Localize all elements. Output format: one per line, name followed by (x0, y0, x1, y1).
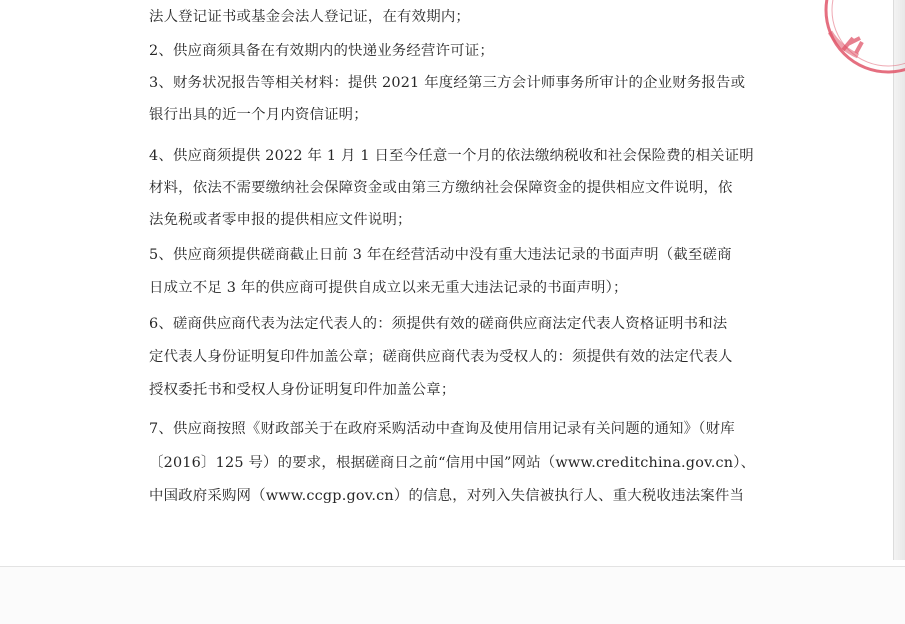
text-line: 定代表人身份证明复印件加盖公章；磋商供应商代表为受权人的：须提供有效的法定代表人 (149, 349, 733, 365)
text-line: 2、供应商须具备在有效期内的快递业务经营许可证； (149, 43, 494, 59)
text-line: 〔2016〕125 号）的要求，根据磋商日之前“信用中国”网站（www.creditchina.gov.cn）、 (149, 455, 756, 471)
text-line: 6、磋商供应商代表为法定代表人的：须提供有效的磋商供应商法定代表人资格证明书和法 (149, 316, 728, 332)
text-line: 法免税或者零申报的提供相应文件说明； (149, 212, 412, 228)
text-line: 银行出具的近一个月内资信证明； (149, 107, 368, 123)
seal-stamp (818, 0, 905, 80)
text-line: 日成立不足 3 年的供应商可提供自成立以来无重大违法记录的书面声明）； (149, 280, 628, 296)
text-line: 授权委托书和受权人身份证明复印件加盖公章； (149, 382, 456, 398)
text-line: 4、供应商须提供 2022 年 1 月 1 日至今任意一个月的依法缴纳税收和社会保险费的相关证明 (149, 148, 754, 164)
text-line: 3、财务状况报告等相关材料：提供 2021 年度经第三方会计师事务所审计的企业财务报告或 (149, 75, 746, 91)
text-line: 法人登记证书或基金会法人登记证，在有效期内； (149, 9, 470, 25)
text-line: 5、供应商须提供磋商截止日前 3 年在经营活动中没有重大违法记录的书面声明（截至磋商 (149, 247, 732, 263)
text-line: 中国政府采购网（www.ccgp.gov.cn）的信息，对列入失信被执行人、重大税收违法案件当 (149, 488, 745, 504)
page-right-edge (893, 0, 905, 560)
page-bottom-margin (0, 566, 905, 624)
text-line: 材料，依法不需要缴纳社会保障资金或由第三方缴纳社会保障资金的提供相应文件说明，依 (149, 180, 733, 196)
text-line: 7、供应商按照《财政部关于在政府采购活动中查询及使用信用记录有关问题的通知》（财库 (149, 421, 735, 437)
